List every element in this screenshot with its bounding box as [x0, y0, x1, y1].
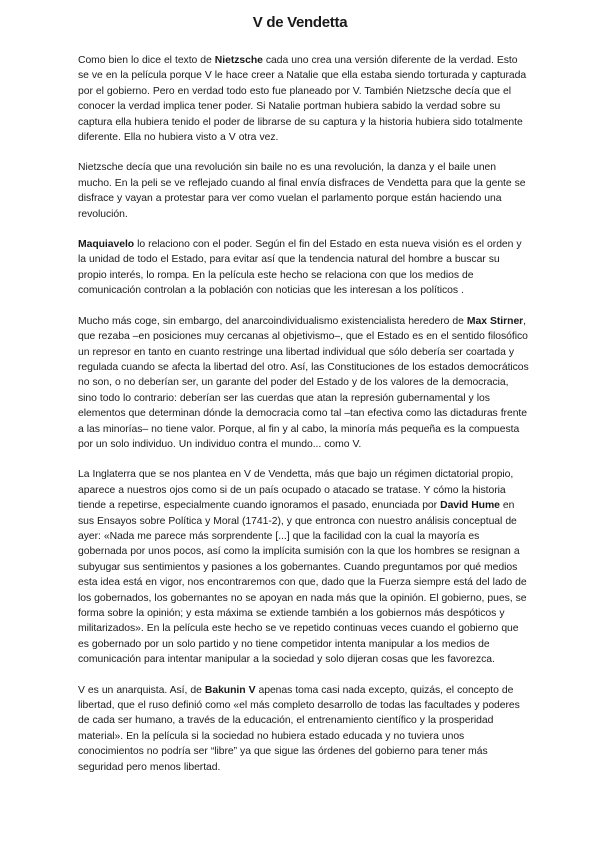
bold-term: David Hume: [440, 500, 500, 512]
paragraph-text: cada uno crea una versión diferente de la verdad. Esto se ve en la película porque V le hace creer a Natalie que ella estaba siendo torturada y capturada por el gobierno. Pero en verdad todo esto fue planeado por V. También Nietzsche decía que el conocer la verdad implica tener poder. Si Natalie portman hubiera sabido la verdad sobre su captura ella hubiera tenido el poder de librarse de su captura y la historia hubiera sido totalmente diferente. Ella no hubiera visto a V otra vez.: [78, 55, 527, 144]
paragraph-1: [78, 53, 530, 145]
paragraph-text: Nietzsche decía que una revolución sin baile no es una revolución, la danza y el baile unen mucho. En la peli se ve reflejado cuando al final envía disfraces de Vendetta para que la gente se disfrace y vayan a protestar para ver como vuelan el parlamento porque están haciendo una revolución.: [78, 162, 526, 220]
paragraph-6: [78, 683, 530, 775]
document-body: [78, 53, 530, 790]
bold-term: Bakunin V: [204, 684, 256, 696]
paragraph-text: , que rezaba –en posiciones muy cercanas al objetivismo–, que el Estado es en el sentido filosófico un represor en tanto en cuanto restringe una libertad individual que sólo debería ser coartada y regulada cuando se afecta la libertad del otro. Así, las Constituciones de los estados democráticos no son, o no deberían ser, un garante del poder del Estado y de los valores de la democracia, sino todo lo contrario: deberían ser las cuerdas que atan la represión gubernamental y los elementos que determinan dónde la democracia como tal –tan efectiva como las dictaduras frente a las minorías– no tiene valor. Porque, al fin y al cabo, la minoría más pequeña es la compuesta por un solo individuo. Un individuo contra el mundo... como V.: [78, 315, 529, 450]
paragraph-3: [78, 237, 530, 299]
paragraph-text: Como bien lo dice el texto de: [78, 55, 215, 66]
bold-term: Maquiavelo: [78, 239, 135, 251]
paragraph-2: [78, 160, 530, 222]
document-title: V de Vendetta: [252, 14, 348, 31]
bold-term: Nietzsche: [214, 55, 263, 66]
bold-term: Max Stirner: [466, 315, 524, 327]
paragraph-text: en sus Ensayos sobre Política y Moral (1741-2), y que entronca con nuestro análisis conceptual de ayer: «Nada me parece más sorprendente [...] que la facilidad con la cual la mayoría es gobernada por unos pocos, así como la implícita sumisión con la que los hombres se resignan a subyugar sus sentimientos y pasiones a los gobernantes. Cuando preguntamos por qué medios esta idea está en vigor, nos encontraremos con que, dado que la Fuerza siempre está del lado de los gobernados, los gobernantes no se apoyan en nada más que la opinión. El gobierno, pues, se forma sobre la opinión; y esta máxima se extiende también a los gobiernos más despóticos y militarizados». En la película este hecho se ve repetido continuas veces cuando el gobierno que es gobernado por un solo partido y no tiene competidor intenta manipular a los medios de comunicación para intentar manipular a la sociedad y solo dijeran cosas que les favorezca.: [78, 500, 527, 666]
paragraph-text: Mucho más coge, sin embargo, del anarcoindividualismo existencialista heredero de: [78, 315, 467, 327]
paragraph-text: La Inglaterra que se nos plantea en V de Vendetta, más que bajo un régimen dictatorial propio, aparece a nuestros ojos como si de un país ocupado o atacado se tratase. Y cómo la historia tiende a repetirse, especialmente cuando ignoramos el pasado, enunciada por: [78, 469, 514, 512]
paragraph-text: V es un anarquista. Así, de: [78, 684, 205, 696]
paragraph-4: [78, 314, 530, 453]
paragraph-5: [78, 467, 530, 667]
paragraph-text: lo relaciono con el poder. Según el fin del Estado en esta nueva visión es el orden y la unidad de todo el Estado, para evitar así que la tendencia natural del hombre a buscar su propio interés, lo rompa. En la película este hecho se relaciona con que los medios de comunicación controlan a la población con noticias que les interesan a los políticos .: [78, 239, 522, 297]
paragraph-text: apenas toma casi nada excepto, quizás, el concepto de libertad, que el ruso definió como «el más completo desarrollo de todas las facultades y poderes de cada ser humano, a través de la educación, el entrenamiento científico y la prosperidad material». En la película si la sociedad no hubiera estado educada y no tuviera unos conocimientos no podría ser “libre” ya que sigue las órdenes del gobierno para tener más seguridad pero menos libertad.: [78, 684, 520, 773]
